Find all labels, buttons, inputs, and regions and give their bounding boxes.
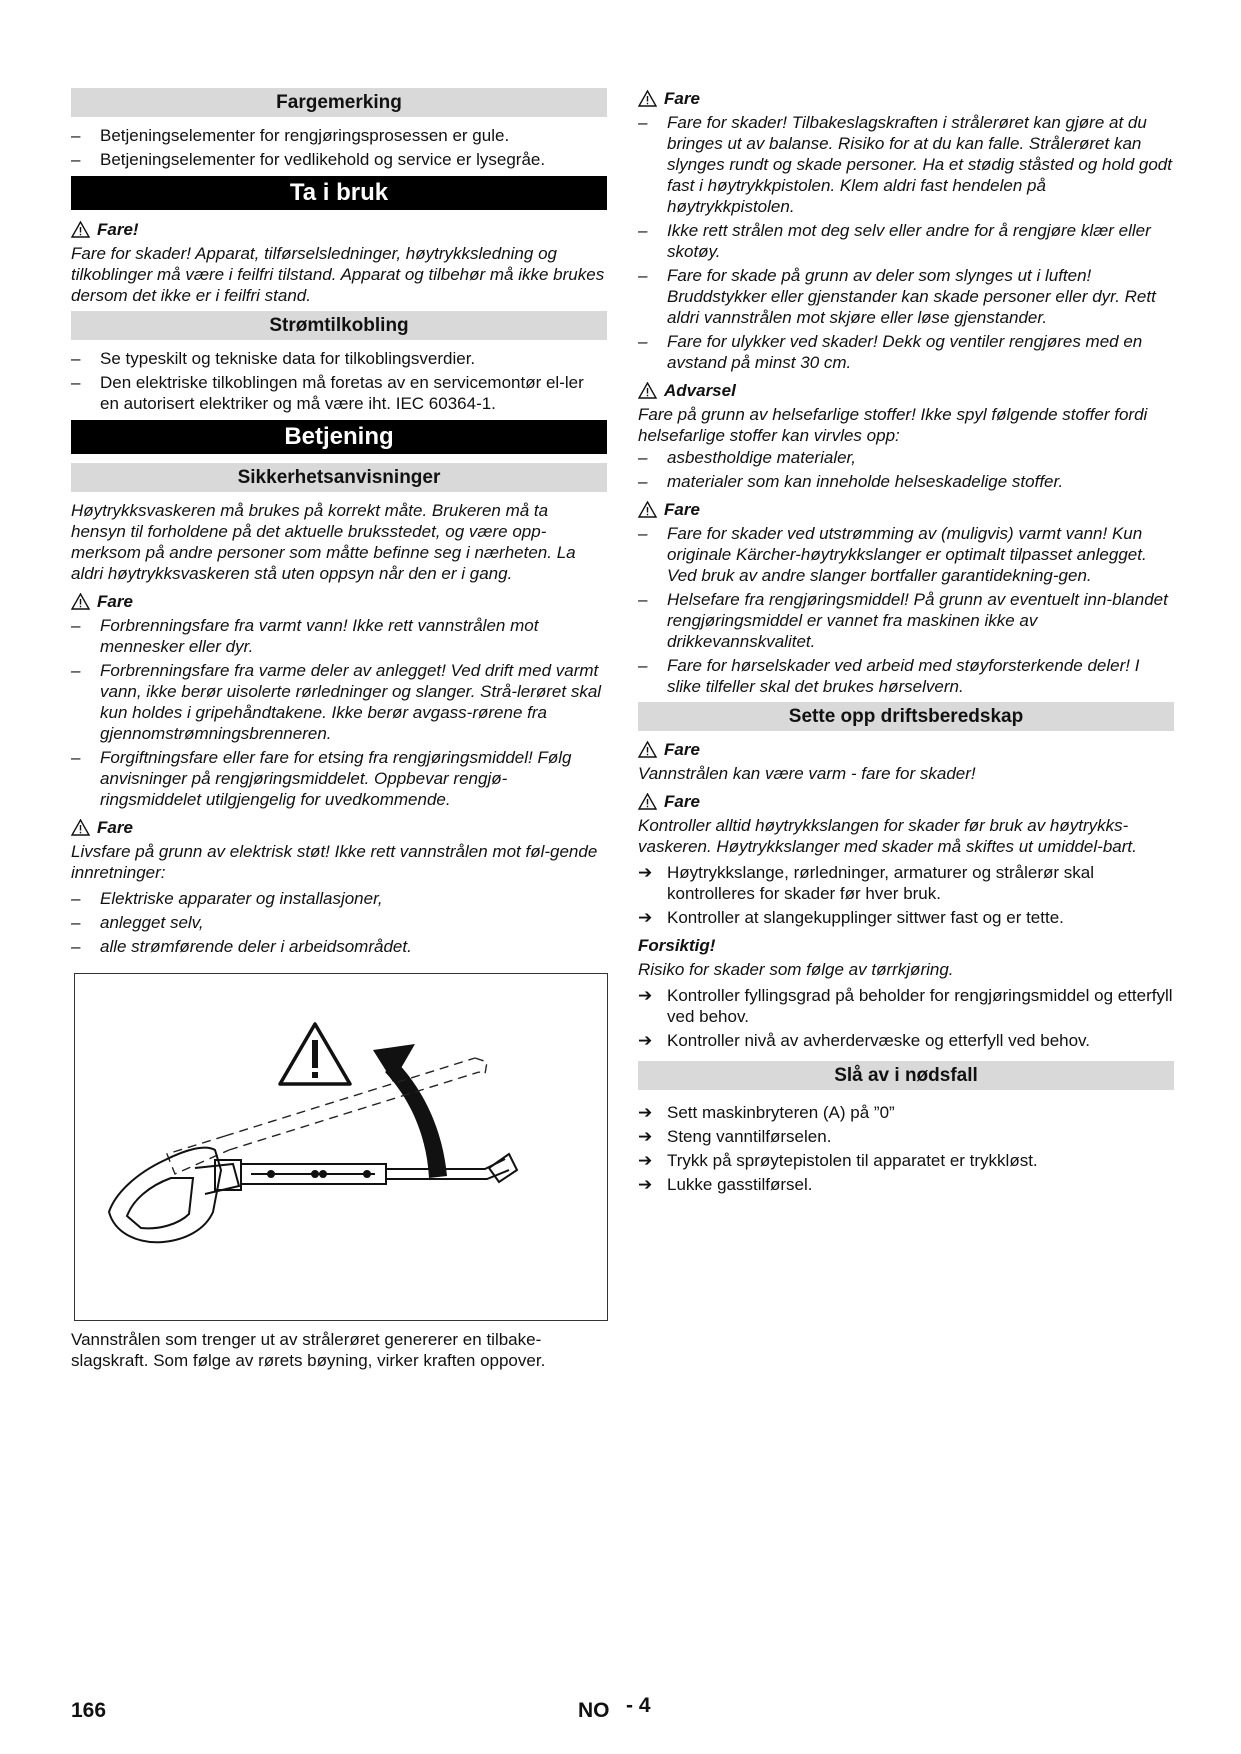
section-heading-sikkerhetsanvisninger: Sikkerhetsanvisninger <box>71 463 607 492</box>
warning-text: Fare for skader! Apparat, tilførselsledninger, høytrykksledning og tilkoblinger må være i feilfri tilstand. Apparat og tilbehør må ikke brukes dersom det ikke er i feilfri stand. <box>71 244 605 305</box>
advarsel-list <box>638 447 1174 492</box>
warning-label: Advarsel <box>664 381 736 400</box>
chapter-heading-ta-i-bruk: Ta i bruk <box>71 176 607 210</box>
list-item: – Fare for hørselskader ved arbeid med støyforsterkende deler! I slike tilfeller skal det brukes hørselvern. <box>638 655 1174 697</box>
step-item: ➔ Trykk på sprøytepistolen til apparatet er trykkløst. <box>638 1150 1174 1171</box>
list-item: – Ikke rett strålen mot deg selv eller andre for å rengjøre klær eller skotøy. <box>638 220 1174 262</box>
list-item: – Se typeskilt og tekniske data for tilkoblingsverdier. <box>71 348 607 369</box>
fare-list <box>638 523 1174 697</box>
warning-text: Livsfare på grunn av elektrisk støt! Ikke rett vannstrålen mot føl-gende innretninger: <box>71 842 598 882</box>
warning-triangle-icon <box>638 741 657 758</box>
caution-label: Forsiktig! <box>638 936 716 955</box>
warning-triangle-icon <box>638 501 657 518</box>
step-item: ➔ Lukke gasstilførsel. <box>638 1174 1174 1195</box>
list-item: – Forbrenningsfare fra varme deler av anlegget! Ved drift med varmt vann, ikke berør uisolerte rørledninger og slanger. Strå-lerøret skal kun holdes i gripehåndtakene. Ikke berør avgass-rørene fra gjennomstrømningsbrenneren. <box>71 660 607 744</box>
warning-heading <box>638 88 1174 109</box>
page-number: 166 <box>71 1699 107 1722</box>
step-item: ➔ Kontroller fyllingsgrad på beholder for rengjøringsmiddel og etterfyll ved behov. <box>638 985 1174 1027</box>
warning-triangle-icon <box>71 221 90 238</box>
list-item: – anlegget selv, <box>71 912 607 933</box>
step-item: ➔ Kontroller nivå av avherdervæske og etterfyll ved behov. <box>638 1030 1174 1051</box>
list-item: – alle strømførende deler i arbeidsområdet. <box>71 936 607 957</box>
warning-label: Fare <box>664 740 700 759</box>
warning-triangle-icon <box>638 793 657 810</box>
section-heading-sla-av: Slå av i nødsfall <box>638 1061 1174 1090</box>
warning-heading <box>638 791 1174 812</box>
list-item: – Fare for skader ved utstrømming av (muligvis) varmt vann! Kun originale Kärcher-høytrykkslanger er optimalt tilpasset anlegget. Ved bruk av andre slanger bortfaller garantidekning-gen. <box>638 523 1174 586</box>
warning-text: Vannstrålen kan være varm - fare for skader! <box>638 764 976 783</box>
fare-list <box>71 615 607 810</box>
figure-caption: Vannstrålen som trenger ut av strålerøret genererer en tilbake-slagskraft. Som følge av rørets bøyning, virker kraften oppover. <box>71 1330 546 1370</box>
warning-triangle-icon <box>71 819 90 836</box>
warning-heading <box>71 817 607 838</box>
fare-list <box>71 888 607 957</box>
list-item: – asbestholdige materialer, <box>638 447 1174 468</box>
warning-triangle-icon <box>280 1024 350 1084</box>
warning-triangle-icon <box>71 593 90 610</box>
warning-heading <box>638 739 1174 760</box>
list-item: – Helsefare fra rengjøringsmiddel! På grunn av eventuelt inn-blandet rengjøringsmiddel er vannet fra maskinen ikke av drikkevannskvalitet. <box>638 589 1174 652</box>
fargemerking-list <box>71 125 607 170</box>
list-item: – Fare for skade på grunn av deler som slynges ut i luften! Bruddstykker eller gjenstander kan skade personer eller dyr. Rett aldri vannstrålen mot skjøre eller løse gjenstander. <box>638 265 1174 328</box>
list-item: – Forgiftningsfare eller fare for etsing fra rengjøringsmiddel! Følg anvisninger på rengjøringsmiddelet. Oppbevar rengjø-ringsmiddelet utilgjengelig for uvedkommende. <box>71 747 607 810</box>
warning-label: Fare <box>664 792 700 811</box>
left-column <box>71 88 607 1376</box>
upward-arrow-icon <box>373 1044 447 1178</box>
warning-label: Fare <box>664 89 700 108</box>
spray-gun <box>109 1148 517 1243</box>
advarsel-heading <box>638 380 1174 401</box>
step-list <box>638 1102 1174 1195</box>
step-item: ➔ Sett maskinbryteren (A) på ”0” <box>638 1102 1174 1123</box>
chapter-heading-betjening: Betjening <box>71 420 607 454</box>
spray-gun-figure <box>74 973 608 1321</box>
list-item: – materialer som kan inneholde helseskadelige stoffer. <box>638 471 1174 492</box>
warning-text: Fare på grunn av helsefarlige stoffer! Ikke spyl følgende stoffer fordi helsefarlige stoffer kan virvles opp: <box>638 405 1148 445</box>
fare-list <box>638 112 1174 373</box>
list-item: – Betjeningselementer for vedlikehold og service er lysegråe. <box>71 149 607 170</box>
right-column <box>638 88 1174 1200</box>
step-item: ➔ Høytrykkslange, rørledninger, armaturer og strålerør skal kontrolleres for skader før hver bruk. <box>638 862 1174 904</box>
warning-triangle-icon <box>638 90 657 107</box>
spray-gun-illustration <box>75 974 607 1320</box>
warning-label: Fare <box>97 592 133 611</box>
list-item: – Betjeningselementer for rengjøringsprosessen er gule. <box>71 125 607 146</box>
list-item: – Fare for ulykker ved skader! Dekk og ventiler rengjøres med en avstand på minst 30 cm. <box>638 331 1174 373</box>
warning-label: Fare <box>664 500 700 519</box>
step-list <box>638 862 1174 928</box>
section-heading-sette-opp: Sette opp driftsberedskap <box>638 702 1174 731</box>
warning-text: Kontroller alltid høytrykkslangen for skader før bruk av høytrykks-vaskeren. Høytrykkslanger med skader må skiftes ut umiddel-bart. <box>638 816 1137 856</box>
step-item: ➔ Steng vanntilførselen. <box>638 1126 1174 1147</box>
step-list <box>638 985 1174 1051</box>
list-item: – Forbrenningsfare fra varmt vann! Ikke rett vannstrålen mot mennesker eller dyr. <box>71 615 607 657</box>
list-item: – Fare for skader! Tilbakeslagskraften i strålerøret kan gjøre at du bringes ut av balanse. Risiko for at du kan falle. Strålerøret kan slynges rundt og skade personer. Ha et stødig ståsted og hold godt fast i høytrykkpistolen. Klem aldri fast hendelen på høytrykkpistolen. <box>638 112 1174 217</box>
step-item: ➔ Kontroller at slangekupplinger sittwer fast og er tette. <box>638 907 1174 928</box>
warning-heading <box>638 499 1174 520</box>
warning-heading <box>71 219 607 240</box>
language-code: NO <box>578 1699 610 1722</box>
warning-triangle-icon <box>638 382 657 399</box>
warning-label: Fare <box>97 818 133 837</box>
intro-text: Høytrykksvaskeren må brukes på korrekt måte. Brukeren må ta hensyn til forholdene på det aktuelle bruksstedet, og være opp-merksom på andre personer som måtte befinne seg i nærheten. La aldri høytrykksvaskeren stå uten oppsyn når den er i gang. <box>71 501 576 583</box>
warning-label: Fare! <box>97 220 139 239</box>
section-heading-stromtilkobling: Strømtilkobling <box>71 311 607 340</box>
list-item: – Elektriske apparater og installasjoner, <box>71 888 607 909</box>
caution-text: Risiko for skader som følge av tørrkjøring. <box>638 960 954 979</box>
list-item: – Den elektriske tilkoblingen må foretas av en servicemontør el-ler en autorisert elektriker og må være iht. IEC 60364-1. <box>71 372 607 414</box>
section-heading-fargemerking: Fargemerking <box>71 88 607 117</box>
section-page: - 4 <box>626 1694 651 1717</box>
stromtilkobling-list <box>71 348 607 414</box>
warning-heading <box>71 591 607 612</box>
